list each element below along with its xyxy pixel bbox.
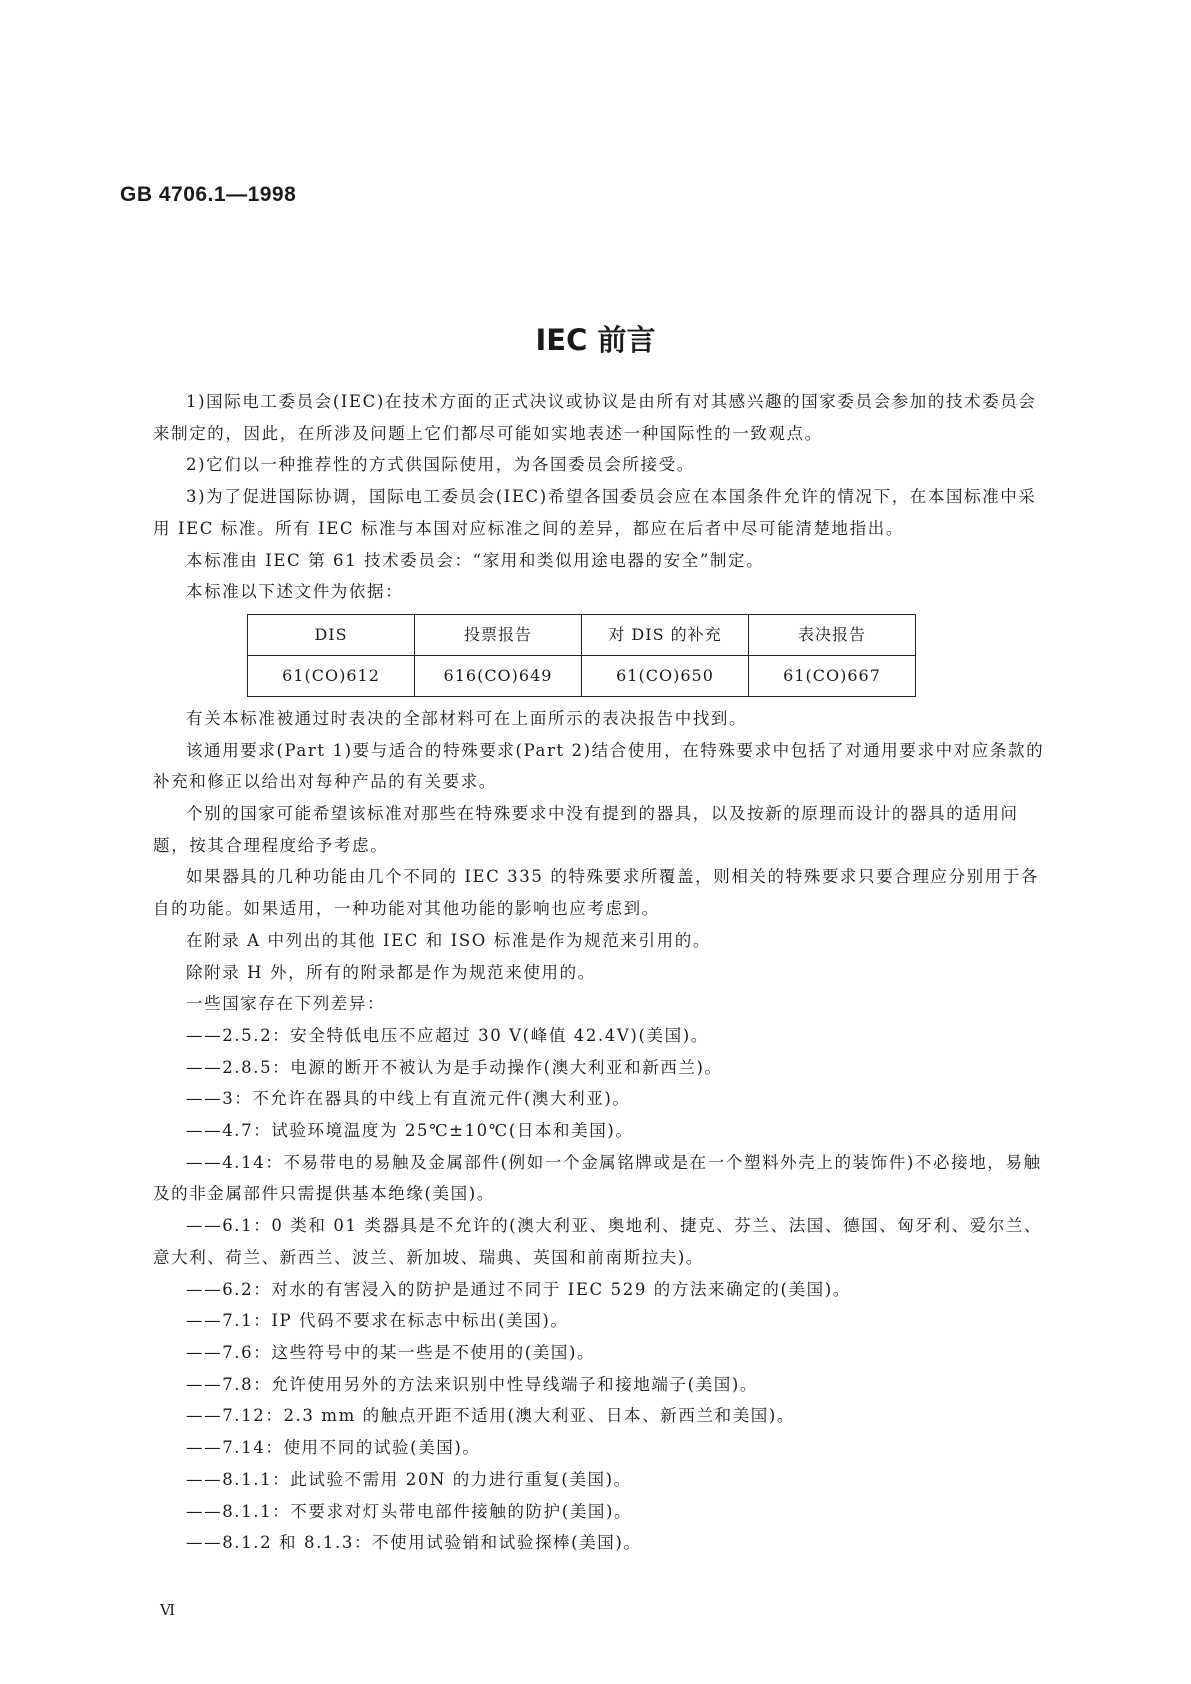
- difference-item: ——8.1.1：此试验不需用 20N 的力进行重复(美国)。: [186, 1469, 632, 1489]
- page-title: IEC 前言: [535, 323, 656, 357]
- table-cell: 61(CO)612: [248, 655, 415, 696]
- table-cell: 61(CO)650: [582, 655, 749, 696]
- standard-number: GB 4706.1—1998: [120, 183, 297, 206]
- table-header-cell: 对 DIS 的补充: [582, 614, 749, 655]
- paragraph: 2)它们以一种推荐性的方式供国际使用，为各国委员会所接受。: [186, 455, 695, 475]
- paragraph: 个别的国家可能希望该标准对那些在特殊要求中没有提到的器具，以及按新的原理而设计的器具的适用问题，按其合理程度给予考虑。: [153, 804, 1019, 855]
- difference-item: ——7.14：使用不同的试验(美国)。: [186, 1438, 481, 1458]
- paragraph: 有关本标准被通过时表决的全部材料可在上面所示的表决报告中找到。: [186, 708, 748, 728]
- paragraph: 3)为了促进国际协调，国际电工委员会(IEC)希望各国委员会应在本国条件允许的情况下，在本国标准中采用 IEC 标准。所有 IEC 标准与本国对应标准之间的差异，都应在后者中尽可能清楚地指出。: [153, 487, 1037, 538]
- difference-item: ——7.6：这些符号中的某一些是不使用的(美国)。: [186, 1342, 596, 1362]
- body-text: [153, 386, 1053, 1559]
- table-row: [248, 655, 916, 696]
- table-header-cell: DIS: [248, 614, 415, 655]
- difference-item: ——7.8：允许使用另外的方法来识别中性导线端子和接地端子(美国)。: [186, 1374, 759, 1394]
- difference-item: ——4.7：试验环境温度为 25℃±10℃(日本和美国)。: [186, 1121, 634, 1141]
- paragraph: 如果器具的几种功能由几个不同的 IEC 335 的特殊要求所覆盖，则相关的特殊要求只要合理应分别用于各自的功能。如果适用，一种功能对其他功能的影响也应考虑到。: [153, 867, 1040, 919]
- paragraph: 该通用要求(Part 1)要与适合的特殊要求(Part 2)结合使用，在特殊要求中包括了对通用要求中对应条款的补充和修正以给出对每种产品的有关要求。: [153, 740, 1045, 792]
- paragraph: 在附录 A 中列出的其他 IEC 和 ISO 标准是作为规范来引用的。: [186, 930, 711, 950]
- paragraph: 1)国际电工委员会(IEC)在技术方面的正式决议或协议是由所有对其感兴趣的国家委员会参加的技术委员会来制定的，因此，在所涉及问题上它们都尽可能如实地表述一种国际性的一致观点。: [153, 392, 1037, 443]
- paragraph: 一些国家存在下列差异：: [186, 994, 386, 1014]
- difference-item: ——4.14：不易带电的易触及金属部件(例如一个金属铭牌或是在一个塑料外壳上的装饰件)不必接地，易触及的非金属部件只需提供基本绝缘(美国)。: [153, 1152, 1042, 1204]
- table-header-row: [248, 614, 916, 655]
- difference-item: ——6.2：对水的有害浸入的防护是通过不同于 IEC 529 的方法来确定的(美国)。: [186, 1279, 851, 1299]
- documents-table: [247, 614, 916, 697]
- difference-item: ——7.12：2.3 mm 的触点开距不适用(澳大利亚、日本、新西兰和美国)。: [186, 1406, 796, 1426]
- difference-item: ——7.1：IP 代码不要求在标志中标出(美国)。: [186, 1311, 569, 1331]
- difference-item: ——8.1.2 和 8.1.3：不使用试验销和试验探棒(美国)。: [186, 1533, 642, 1553]
- difference-item: ——2.8.5：电源的断开不被认为是手动操作(澳大利亚和新西兰)。: [186, 1057, 723, 1077]
- difference-item: ——2.5.2：安全特低电压不应超过 30 V(峰值 42.4V)(美国)。: [186, 1025, 709, 1045]
- paragraph: 本标准由 IEC 第 61 技术委员会：“家用和类似用途电器的安全”制定。: [186, 550, 765, 570]
- table-cell: 616(CO)649: [415, 655, 582, 696]
- difference-item: ——3：不允许在器具的中线上有直流元件(澳大利亚)。: [186, 1089, 631, 1109]
- table-cell: 61(CO)667: [749, 655, 916, 696]
- table-header-cell: 投票报告: [415, 614, 582, 655]
- difference-item: ——8.1.1：不要求对灯头带电部件接触的防护(美国)。: [186, 1501, 633, 1521]
- paragraph: 除附录 H 外，所有的附录都是作为规范来使用的。: [186, 962, 596, 982]
- difference-item: ——6.1：0 类和 01 类器具是不允许的(澳大利亚、奥地利、捷克、芬兰、法国、德国、匈牙利、爱尔兰、意大利、荷兰、新西兰、波兰、新加坡、瑞典、英国和前南斯拉夫)。: [153, 1216, 1043, 1267]
- table-header-cell: 表决报告: [749, 614, 916, 655]
- page-number: Ⅵ: [160, 1601, 176, 1619]
- paragraph: 本标准以下述文件为依据：: [186, 582, 404, 602]
